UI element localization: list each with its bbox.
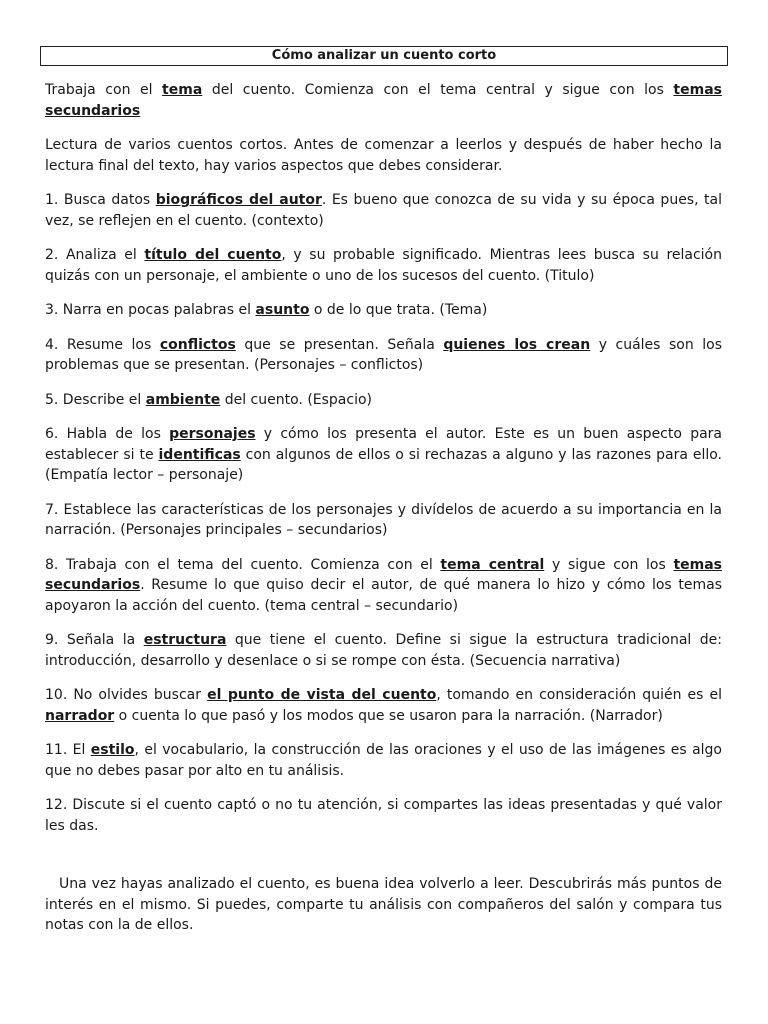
paragraph-text: Lectura de varios cuentos cortos. Antes de comenzar a leerlos y después de haber hecho la lectura final del texto, hay varios aspectos que debes considerar. bbox=[45, 137, 722, 174]
paragraph-text: 10. No olvides buscar bbox=[45, 687, 208, 703]
paragraph-text: que se presentan. Señala bbox=[235, 336, 444, 353]
emphasized-term: tema central bbox=[440, 556, 545, 573]
emphasized-term: temas secundarios bbox=[45, 82, 722, 119]
paragraph-text: 11. El bbox=[45, 742, 91, 758]
paragraph-text: 2. Analiza el bbox=[45, 247, 145, 263]
emphasized-term: título del cuento bbox=[144, 247, 282, 263]
document-body bbox=[45, 80, 722, 950]
paragraph-text: y cuáles son los problemas que se presentan. (Personajes – conflictos) bbox=[45, 336, 723, 373]
paragraph bbox=[45, 80, 722, 121]
paragraph-text: 7. Establece las características de los personajes y divídelos de acuerdo a su importancia en la narración. (Personajes principales – secundarios) bbox=[45, 501, 722, 538]
paragraph-text: o cuenta lo que pasó y los modos que se usaron para la narración. (Narrador) bbox=[114, 707, 663, 724]
paragraph bbox=[45, 190, 722, 231]
paragraph-text: 5. Describe el bbox=[45, 391, 146, 408]
paragraph-text: , el vocabulario, la construcción de las oraciones y el uso de las imágenes es algo que no debes pasar por alto en tu análisis. bbox=[45, 742, 722, 779]
paragraph-text: y sigue con los bbox=[544, 556, 674, 573]
paragraph bbox=[45, 500, 722, 541]
paragraph-text: 3. Narra en pocas palabras el bbox=[45, 302, 256, 318]
emphasized-term: tema bbox=[162, 82, 203, 98]
paragraph bbox=[45, 740, 722, 781]
emphasized-term: personajes bbox=[169, 426, 256, 442]
paragraph bbox=[45, 685, 722, 726]
paragraph-text: o de lo que trata. (Tema) bbox=[309, 302, 488, 318]
emphasized-term: estructura bbox=[143, 632, 227, 648]
paragraph bbox=[45, 795, 722, 836]
emphasized-term: biográficos del autor bbox=[155, 192, 322, 208]
paragraph-text: 12. Discute si el cuento captó o no tu atención, si compartes las ideas presentadas y qué valor les das. bbox=[45, 797, 722, 834]
document-title: Cómo analizar un cuento corto bbox=[40, 46, 728, 66]
emphasized-term: el punto de vista del cuento bbox=[207, 687, 437, 703]
emphasized-term: asunto bbox=[255, 302, 310, 318]
paragraph-text: 8. Trabaja con el tema del cuento. Comienza con el bbox=[45, 556, 441, 573]
paragraph-text: , y su probable significado. Mientras lees busca su relación quizás con un personaje, el ambiente o uno de los sucesos del cuento. (Titulo) bbox=[45, 247, 722, 284]
paragraph bbox=[45, 555, 722, 617]
paragraph-text: . Resume lo que quiso decir el autor, de qué manera lo hizo y cómo los temas apoyaron la acción del cuento. (tema central – secundario) bbox=[45, 577, 722, 614]
paragraph-text: 6. Habla de los bbox=[45, 426, 170, 442]
paragraph bbox=[45, 300, 722, 321]
paragraph-text: con algunos de ellos o si rechazas a alguno y las razones para ello. (Empatía lector – personaje) bbox=[45, 446, 722, 483]
paragraph-text: Trabaja con el bbox=[45, 82, 163, 98]
paragraph bbox=[45, 424, 722, 486]
emphasized-term: narrador bbox=[45, 707, 115, 724]
paragraph-text: 9. Señala la bbox=[45, 632, 144, 648]
paragraph-text: del cuento. (Espacio) bbox=[220, 391, 373, 408]
emphasized-term: conflictos bbox=[159, 336, 236, 353]
paragraph-text: que tiene el cuento. Define si sigue la estructura tradicional de: introducción, desarrollo y desenlace o si se rompe con ésta. (Secuencia narrativa) bbox=[45, 632, 722, 669]
paragraph-text: . Es bueno que conozca de su vida y su época pues, tal vez, se reflejen en el cuento. (contexto) bbox=[45, 192, 722, 229]
paragraph-text: del cuento. Comienza con el tema central y sigue con los bbox=[202, 82, 674, 98]
paragraph-text: , tomando en consideración quién es el bbox=[436, 687, 722, 703]
emphasized-term: quienes los crean bbox=[443, 336, 591, 353]
paragraph bbox=[45, 390, 722, 411]
closing-paragraph: Una vez hayas analizado el cuento, es buena idea volverlo a leer. Descubrirás más puntos de interés en el mismo. Si puedes, comparte tu análisis con compañeros del salón y compara tus notas con la de ellos. bbox=[45, 876, 722, 933]
emphasized-term: identificas bbox=[158, 446, 241, 463]
paragraph bbox=[45, 135, 722, 176]
paragraph-text: 1. Busca datos bbox=[45, 192, 156, 208]
emphasized-term: estilo bbox=[90, 742, 135, 758]
paragraph-text: y cómo los presenta el autor. Este es un buen aspecto para establecer si te bbox=[45, 426, 722, 463]
paragraph-text: 4. Resume los bbox=[45, 336, 160, 353]
paragraph bbox=[45, 335, 722, 376]
paragraph bbox=[45, 245, 722, 286]
paragraph bbox=[45, 630, 722, 671]
emphasized-term: ambiente bbox=[145, 391, 221, 408]
emphasized-term: temas secundarios bbox=[45, 556, 722, 593]
